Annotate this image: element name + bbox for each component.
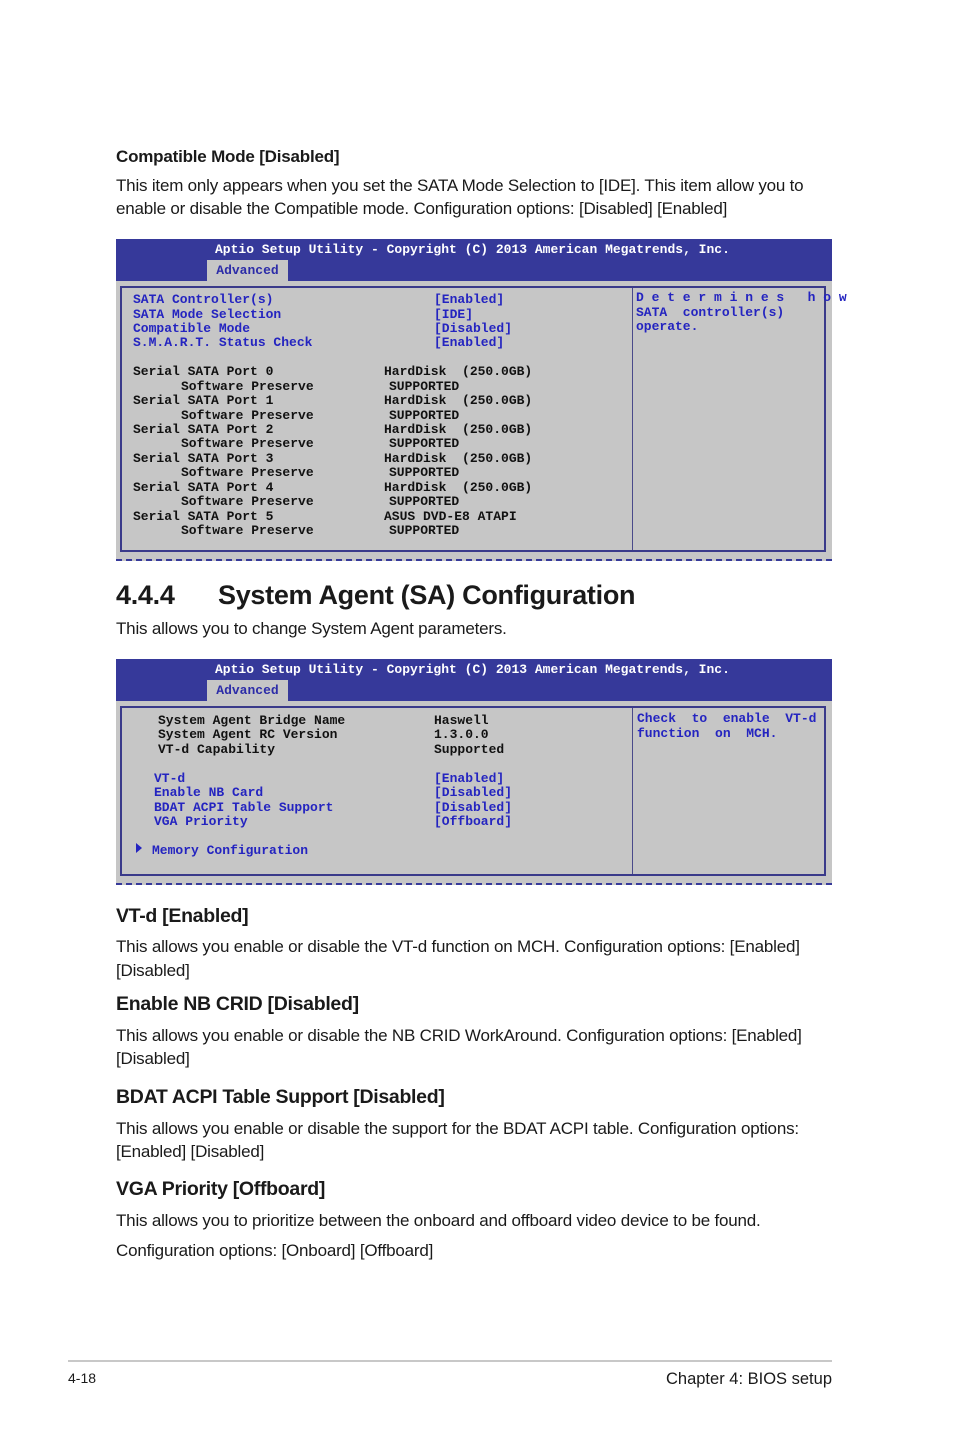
bdat-description-line1: This allows you enable or disable the support for the BDAT ACPI table. Configuration options:: [116, 1119, 799, 1138]
bios-title: Aptio Setup Utility - Copyright (C) 2013 American Megatrends, Inc.: [215, 662, 730, 677]
sata-port-2-label: Serial SATA Port 2: [133, 422, 274, 437]
sata-port-0-device: HardDisk (250.0GB): [384, 364, 533, 379]
sata-port-4-software-preserve-value: SUPPORTED: [389, 494, 460, 509]
vga-priority-description: This allows you to prioritize between the onboard and offboard video device to be found.: [116, 1211, 761, 1230]
sata-port-3-label: Serial SATA Port 3: [133, 451, 274, 466]
info-bridge-name-value: Haswell: [434, 713, 489, 728]
setting-compatible-mode-value[interactable]: [Disabled]: [434, 321, 513, 336]
bdat-description-line2: [Enabled] [Disabled]: [116, 1142, 265, 1161]
compatible-mode-description-line1: This item only appears when you set the SATA Mode Selection to [IDE]. This item allow you to: [116, 176, 804, 195]
info-rc-version-label: System Agent RC Version: [158, 727, 338, 742]
page-number: 4-18: [68, 1370, 97, 1386]
vtd-heading: VT-d [Enabled]: [116, 905, 249, 927]
vga-priority-heading: VGA Priority [Offboard]: [116, 1178, 326, 1200]
bdat-heading: BDAT ACPI Table Support [Disabled]: [116, 1086, 445, 1108]
sata-port-0-label: Serial SATA Port 0: [133, 364, 274, 379]
info-bridge-name-label: System Agent Bridge Name: [158, 713, 346, 728]
sata-port-2-device: HardDisk (250.0GB): [384, 422, 533, 437]
nb-crid-heading: Enable NB CRID [Disabled]: [116, 993, 359, 1015]
setting-vtd-value[interactable]: [Enabled]: [434, 771, 505, 786]
help-divider: [632, 288, 633, 550]
info-rc-version-value: 1.3.0.0: [434, 727, 489, 742]
bios-sata-screen: [116, 239, 847, 561]
setting-sata-mode-selection-value[interactable]: [IDE]: [434, 307, 474, 322]
footer-rule: [68, 1360, 832, 1362]
bios-bottom-dashes: [116, 559, 832, 561]
sata-port-3-device: HardDisk (250.0GB): [384, 451, 533, 466]
sata-port-4-software-preserve: Software Preserve: [181, 494, 314, 509]
tab-advanced[interactable]: Advanced: [207, 260, 288, 281]
bios-main-panel: [120, 286, 847, 552]
sata-port-1-software-preserve: Software Preserve: [181, 408, 314, 423]
sata-port-5-device: ASUS DVD-E8 ATAPI: [384, 509, 517, 524]
chapter-label: Chapter 4: BIOS setup: [665, 1370, 832, 1388]
setting-vga-priority-value[interactable]: [Offboard]: [434, 814, 513, 829]
sata-port-0-software-preserve: Software Preserve: [181, 379, 314, 394]
bios-main-panel: [120, 706, 826, 876]
sata-port-4-device: HardDisk (250.0GB): [384, 480, 533, 495]
compatible-mode-description-line2: enable or disable the Compatible mode. Configuration options: [Disabled] [Enabled]: [116, 199, 728, 218]
vtd-description-line1: This allows you enable or disable the VT-d function on MCH. Configuration options: [Enabled]: [116, 937, 800, 956]
sata-port-1-device: HardDisk (250.0GB): [384, 393, 533, 408]
help-text-line2: SATA controller(s): [636, 305, 785, 320]
setting-sata-controllers-value[interactable]: [Enabled]: [434, 292, 505, 307]
sata-port-5-software-preserve-value: SUPPORTED: [389, 523, 460, 538]
section-title: System Agent (SA) Configuration: [218, 580, 636, 610]
bios-title-bar: [116, 659, 832, 701]
nb-crid-description-line1: This allows you enable or disable the NB CRID WorkAround. Configuration options: [Enabled]: [116, 1026, 802, 1045]
sata-port-0-software-preserve-value: SUPPORTED: [389, 379, 460, 394]
setting-enable-nb-card[interactable]: Enable NB Card: [154, 785, 264, 800]
info-vtd-capability-value: Supported: [434, 742, 505, 757]
section-intro: This allows you to change System Agent parameters.: [116, 619, 507, 638]
compatible-mode-heading: Compatible Mode [Disabled]: [116, 147, 340, 166]
sata-port-1-software-preserve-value: SUPPORTED: [389, 408, 460, 423]
sata-port-2-software-preserve: Software Preserve: [181, 436, 314, 451]
help-text-line1: Check to enable VT-d: [637, 711, 817, 726]
setting-vtd[interactable]: VT-d: [154, 771, 186, 786]
setting-sata-mode-selection[interactable]: SATA Mode Selection: [133, 307, 282, 322]
bios-title: Aptio Setup Utility - Copyright (C) 2013 American Megatrends, Inc.: [215, 242, 730, 257]
setting-bdat-acpi-table-support[interactable]: BDAT ACPI Table Support: [154, 800, 334, 815]
bios-title-bar: [116, 239, 832, 281]
help-text-line1: D e t e r m i n e s h o w: [636, 290, 847, 305]
setting-enable-nb-card-value[interactable]: [Disabled]: [434, 785, 513, 800]
sata-port-3-software-preserve-value: SUPPORTED: [389, 465, 460, 480]
nb-crid-description-line2: [Disabled]: [116, 1049, 190, 1068]
sata-port-1-label: Serial SATA Port 1: [133, 393, 274, 408]
setting-smart-status-check-value[interactable]: [Enabled]: [434, 335, 505, 350]
setting-smart-status-check[interactable]: S.M.A.R.T. Status Check: [133, 335, 313, 350]
setting-compatible-mode[interactable]: Compatible Mode: [133, 321, 251, 336]
setting-sata-controllers[interactable]: SATA Controller(s): [133, 292, 274, 307]
help-text-line3: operate.: [636, 319, 699, 334]
tab-advanced[interactable]: Advanced: [207, 680, 288, 701]
vga-priority-options: Configuration options: [Onboard] [Offboard]: [116, 1241, 434, 1260]
section-number: 4.4.4: [116, 580, 175, 610]
sata-port-3-software-preserve: Software Preserve: [181, 465, 314, 480]
sata-port-5-software-preserve: Software Preserve: [181, 523, 314, 538]
vtd-description-line2: [Disabled]: [116, 961, 190, 980]
setting-bdat-acpi-table-support-value[interactable]: [Disabled]: [434, 800, 513, 815]
submenu-arrow-icon: [136, 843, 142, 853]
bios-bottom-dashes: [116, 883, 832, 885]
bios-system-agent-screen: [116, 659, 832, 885]
sata-port-2-software-preserve-value: SUPPORTED: [389, 436, 460, 451]
setting-vga-priority[interactable]: VGA Priority: [154, 814, 248, 829]
info-vtd-capability-label: VT-d Capability: [158, 742, 276, 757]
submenu-memory-configuration[interactable]: Memory Configuration: [152, 843, 309, 858]
sata-port-4-label: Serial SATA Port 4: [133, 480, 274, 495]
help-divider: [632, 708, 633, 874]
help-text-line2: function on MCH.: [637, 726, 778, 741]
sata-port-5-label: Serial SATA Port 5: [133, 509, 274, 524]
